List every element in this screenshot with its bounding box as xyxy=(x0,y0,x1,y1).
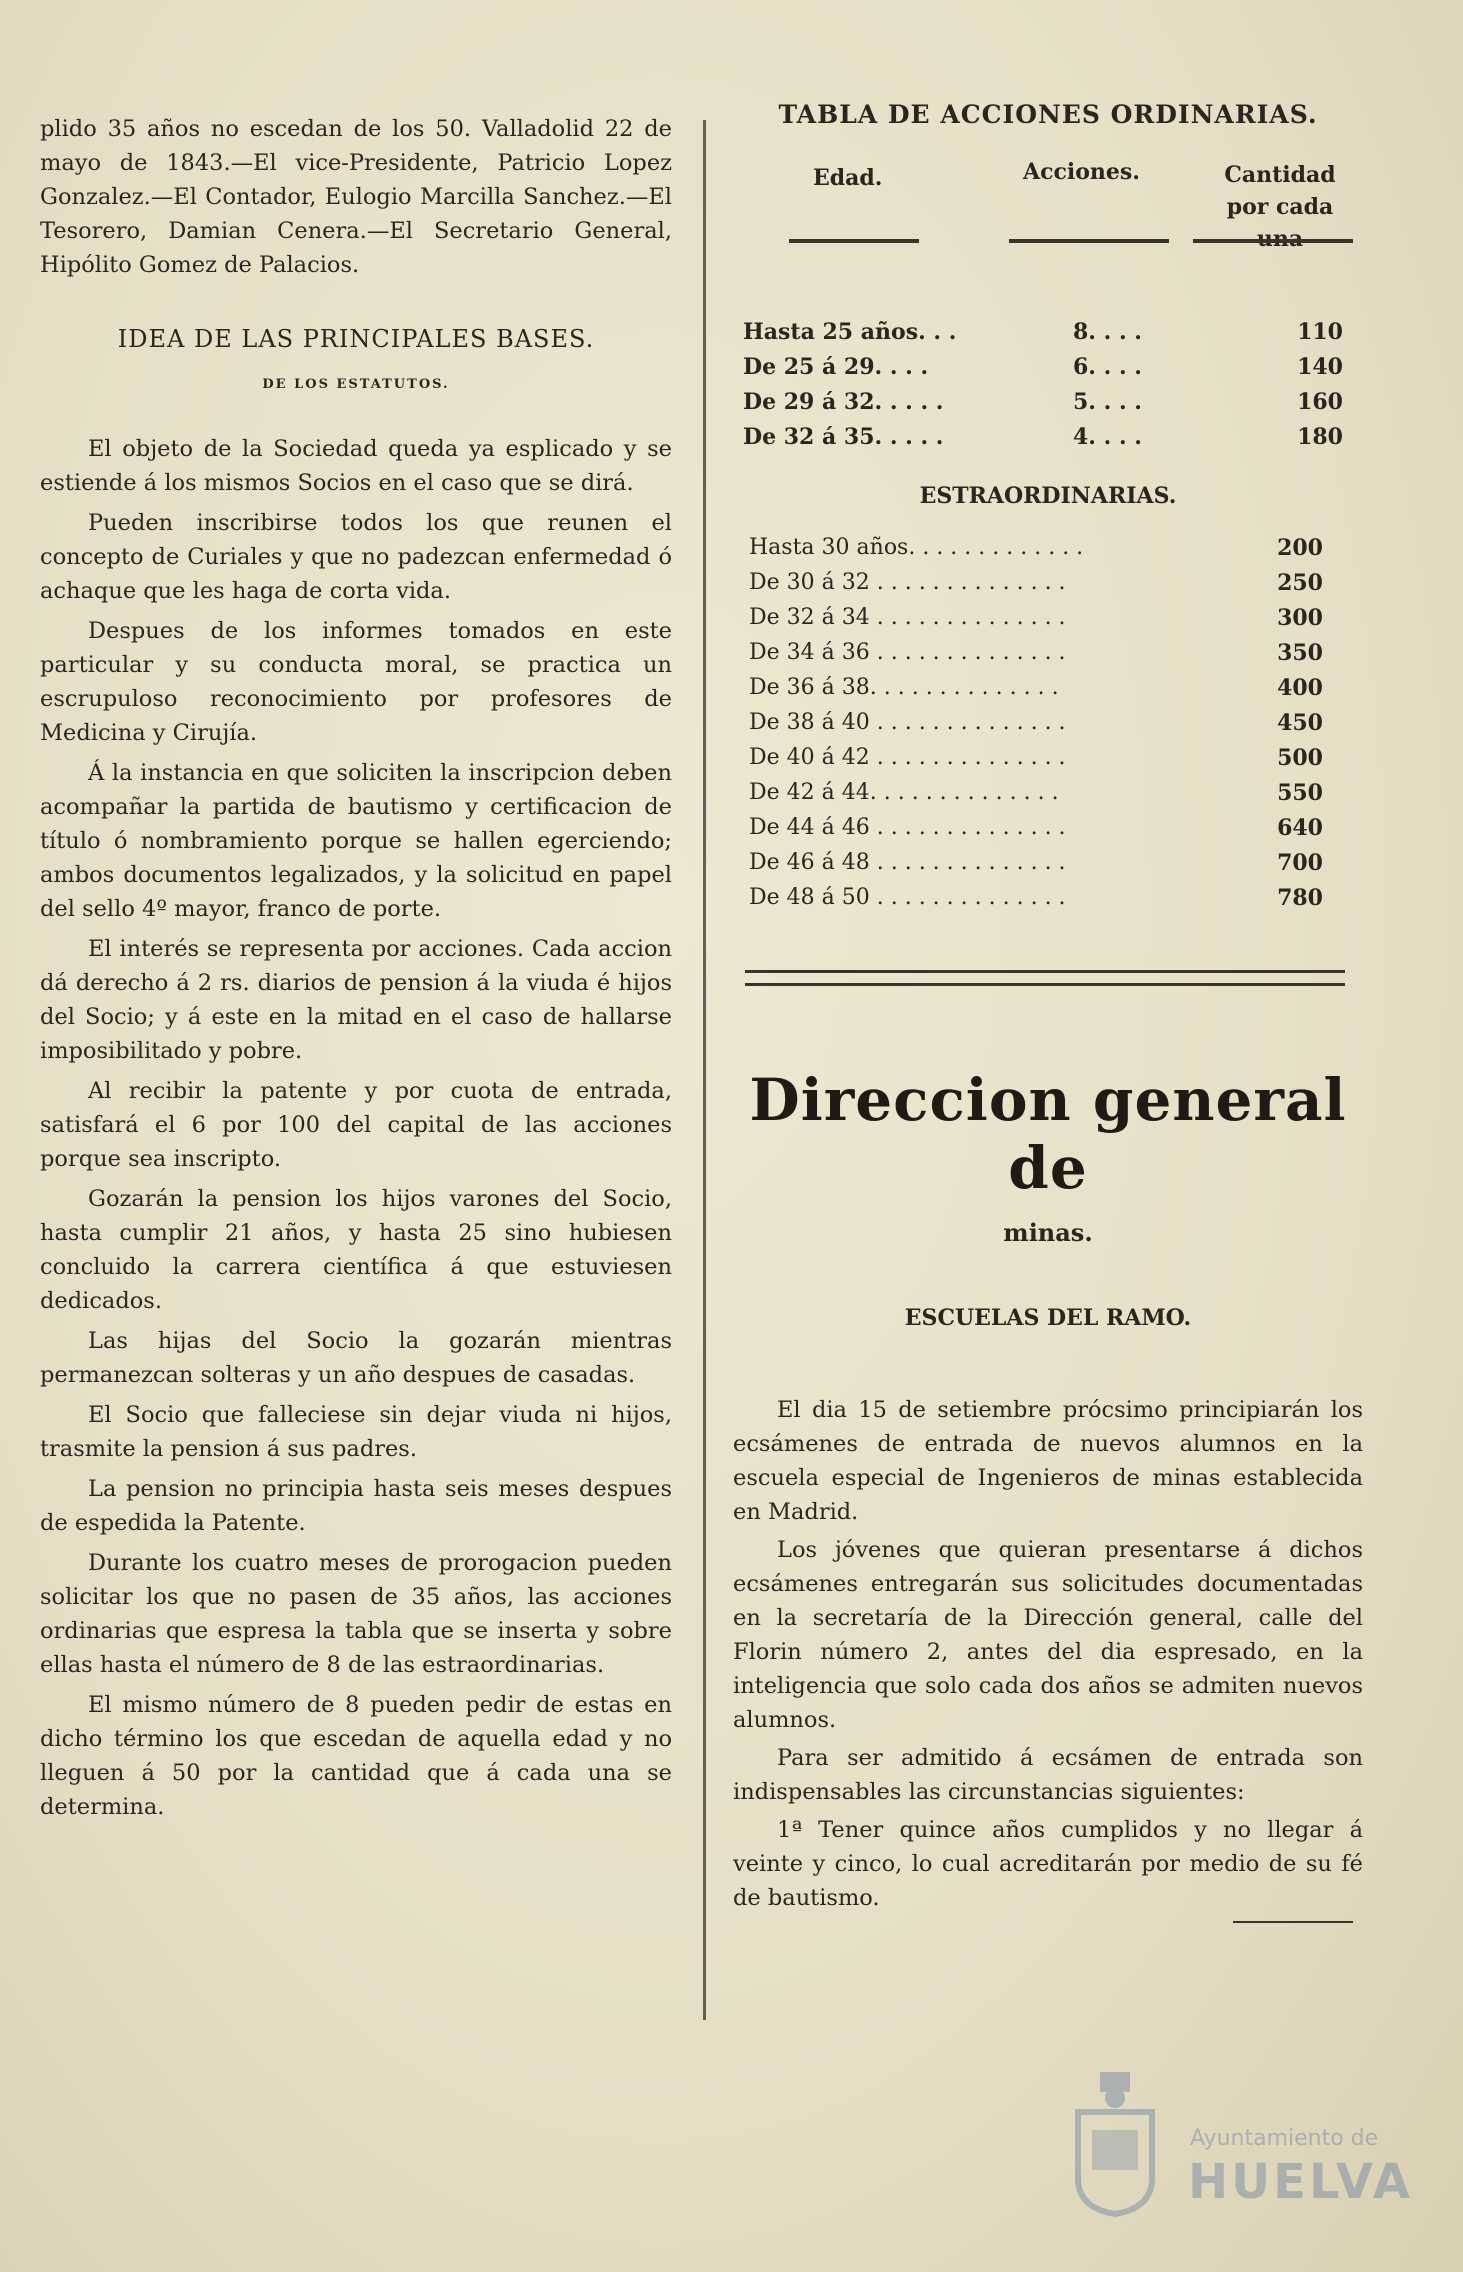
table-row xyxy=(733,354,1363,389)
cell-acciones: 6. . . . xyxy=(1073,354,1142,380)
cell-edad: De 40 á 42 . . . . . . . . . . . . . . xyxy=(749,745,1066,770)
body-paragraph: 1ª Tener quince años cumplidos y no llegar á veinte y cinco, lo cual acreditarán por medio de su fé de bautismo. xyxy=(733,1817,1363,1911)
cell-edad: De 48 á 50 . . . . . . . . . . . . . . xyxy=(749,885,1066,910)
direccion-subtitle: minas. xyxy=(1003,1218,1093,1247)
table-row xyxy=(733,319,1363,354)
huelva-shield-icon xyxy=(1070,2068,1160,2218)
body-paragraph: Al recibir la patente y por cuota de entrada, satisfará el 6 por 100 del capital de las acciones porque sea inscripto. xyxy=(40,1078,672,1172)
cell-acciones: 5. . . . xyxy=(1073,389,1142,415)
body-paragraph: El dia 15 de setiembre prócsimo principiarán los ecsámenes de entrada de nuevos alumnos en la escuela especial de Ingenieros de minas establecida en Madrid. xyxy=(733,1397,1363,1525)
cell-cantidad: 110 xyxy=(1297,319,1343,345)
body-paragraph: El interés se representa por acciones. Cada accion dá derecho á 2 rs. diarios de pension á la viuda é hijos del Socio; y á este en la mitad en el caso de hallarse imposibilitado y pobre. xyxy=(40,936,672,1064)
watermark-line2: HUELVA xyxy=(1188,2154,1413,2210)
body-paragraph: Despues de los informes tomados en este particular y su conducta moral, se practica un escrupuloso reconocimiento por profesores de Medicina y Cirujía. xyxy=(40,618,672,746)
cell-cantidad: 160 xyxy=(1297,389,1343,415)
table-row xyxy=(733,885,1363,920)
cell-acciones: 8. . . . xyxy=(1073,319,1142,345)
cell-edad: De 32 á 35. . . . . xyxy=(743,424,944,450)
body-paragraph: El Socio que falleciese sin dejar viuda ni hijos, trasmite la pension á sus padres. xyxy=(40,1402,672,1462)
cell-edad: De 36 á 38. . . . . . . . . . . . . . xyxy=(749,675,1059,700)
table-row xyxy=(733,850,1363,885)
cell-cantidad: 180 xyxy=(1297,424,1343,450)
right-column xyxy=(733,100,1363,1923)
intro-paragraph: plido 35 años no escedan de los 50. Valladolid 22 de mayo de 1843.—El vice-Presidente, Patricio Lopez Gonzalez.—El Contador, Eulogio Marcilla Sanchez.—El Tesorero, Damian Cenera.—El Secretario General, Hipólito Gomez de Palacios. xyxy=(40,116,672,278)
direccion-title: Direccion general de xyxy=(749,1066,1347,1202)
cell-edad: Hasta 25 años. . . xyxy=(743,319,957,345)
cell-edad: De 30 á 32 . . . . . . . . . . . . . . xyxy=(749,570,1066,595)
archive-watermark xyxy=(1040,2060,1440,2240)
cell-edad: De 44 á 46 . . . . . . . . . . . . . . xyxy=(749,815,1066,840)
cell-edad: De 34 á 36 . . . . . . . . . . . . . . xyxy=(749,640,1066,665)
watermark-line1: Ayuntamiento de xyxy=(1190,2126,1379,2151)
section-separator xyxy=(745,970,1345,986)
table-row xyxy=(733,535,1363,570)
table-row xyxy=(733,745,1363,780)
table-row xyxy=(733,605,1363,640)
cell-edad: De 38 á 40 . . . . . . . . . . . . . . xyxy=(749,710,1066,735)
table-row xyxy=(733,389,1363,424)
header-edad: Edad. xyxy=(813,165,883,191)
table-row xyxy=(733,710,1363,745)
cell-cantidad: 640 xyxy=(1277,815,1323,841)
table-header xyxy=(733,159,1363,239)
body-paragraph: El objeto de la Sociedad queda ya esplicado y se estiende á los mismos Socios en el caso que se dirá. xyxy=(40,436,672,496)
header-acciones: Acciones. xyxy=(1023,159,1140,185)
cell-edad: De 32 á 34 . . . . . . . . . . . . . . xyxy=(749,605,1066,630)
cell-edad: De 25 á 29. . . . xyxy=(743,354,929,380)
rule xyxy=(789,239,919,243)
table-row xyxy=(733,675,1363,710)
cell-edad: De 46 á 48 . . . . . . . . . . . . . . xyxy=(749,850,1066,875)
cell-cantidad: 500 xyxy=(1277,745,1323,771)
estatutos-subheading: DE LOS ESTATUTOS. xyxy=(262,377,450,392)
cell-edad: Hasta 30 años. . . . . . . . . . . . . xyxy=(749,535,1084,560)
table-row xyxy=(733,815,1363,850)
cell-cantidad: 140 xyxy=(1297,354,1343,380)
cell-cantidad: 780 xyxy=(1277,885,1323,911)
cell-cantidad: 450 xyxy=(1277,710,1323,736)
cell-edad: De 29 á 32. . . . . xyxy=(743,389,944,415)
body-paragraph: Durante los cuatro meses de prorogacion pueden solicitar los que no pasen de 35 años, las acciones ordinarias que espresa la tabla que se inserta y sobre ellas hasta el número de 8 de las estraordinarias. xyxy=(40,1550,672,1678)
rule xyxy=(1193,239,1353,243)
table-row xyxy=(733,780,1363,815)
bases-heading: IDEA DE LAS PRINCIPALES BASES. xyxy=(117,325,595,353)
body-paragraph: Gozarán la pension los hijos varones del Socio, hasta cumplir 21 años, y hasta 25 sino hubiesen concluido la carrera científica á que estuviesen dedicados. xyxy=(40,1186,672,1314)
cell-cantidad: 550 xyxy=(1277,780,1323,806)
column-divider xyxy=(703,120,706,2020)
table-row xyxy=(733,424,1363,459)
cell-cantidad: 700 xyxy=(1277,850,1323,876)
cell-cantidad: 250 xyxy=(1277,570,1323,596)
header-rules xyxy=(733,239,1363,279)
cell-cantidad: 300 xyxy=(1277,605,1323,631)
estraordinarias-heading: ESTRAORDINARIAS. xyxy=(919,483,1177,509)
end-rule xyxy=(1233,1921,1353,1923)
body-paragraph: Los jóvenes que quieran presentarse á dichos ecsámenes entregarán sus solicitudes documentadas en la secretaría de la Dirección general, calle del Florin número 2, antes del dia espresado, en la inteligencia que solo cada dos años se admiten nuevos alumnos. xyxy=(733,1537,1363,1733)
left-column xyxy=(40,112,672,1830)
body-paragraph: Para ser admitido á ecsámen de entrada son indispensables las circunstancias siguientes: xyxy=(733,1745,1363,1805)
body-paragraph: Á la instancia en que soliciten la inscripcion deben acompañar la partida de bautismo y certificacion de título ó nombramiento porque se hallen egerciendo; ambos documentos legalizados, y la solicitud en papel del sello 4º mayor, franco de porte. xyxy=(40,760,672,922)
body-paragraph: Las hijas del Socio la gozarán mientras permanezcan solteras y un año despues de casadas. xyxy=(40,1328,672,1388)
cell-cantidad: 400 xyxy=(1277,675,1323,701)
header-cantidad: Cantidad por cada xyxy=(1224,162,1336,220)
cell-edad: De 42 á 44. . . . . . . . . . . . . . xyxy=(749,780,1059,805)
table-row xyxy=(733,640,1363,675)
body-paragraph: Pueden inscribirse todos los que reunen el concepto de Curiales y que no padezcan enfermedad ó achaque que les haga de corta vida. xyxy=(40,510,672,604)
cell-acciones: 4. . . . xyxy=(1073,424,1142,450)
body-paragraph: El mismo número de 8 pueden pedir de estas en dicho término los que escedan de aquella edad y no lleguen á 50 por la cantidad que á cada una se determina. xyxy=(40,1692,672,1820)
escuelas-heading: ESCUELAS DEL RAMO. xyxy=(904,1305,1192,1331)
table-title: TABLA DE ACCIONES ORDINARIAS. xyxy=(778,100,1318,129)
cell-cantidad: 350 xyxy=(1277,640,1323,666)
cell-cantidad: 200 xyxy=(1277,535,1323,561)
table-row xyxy=(733,570,1363,605)
body-paragraph: La pension no principia hasta seis meses despues de espedida la Patente. xyxy=(40,1476,672,1536)
rule xyxy=(1009,239,1169,243)
